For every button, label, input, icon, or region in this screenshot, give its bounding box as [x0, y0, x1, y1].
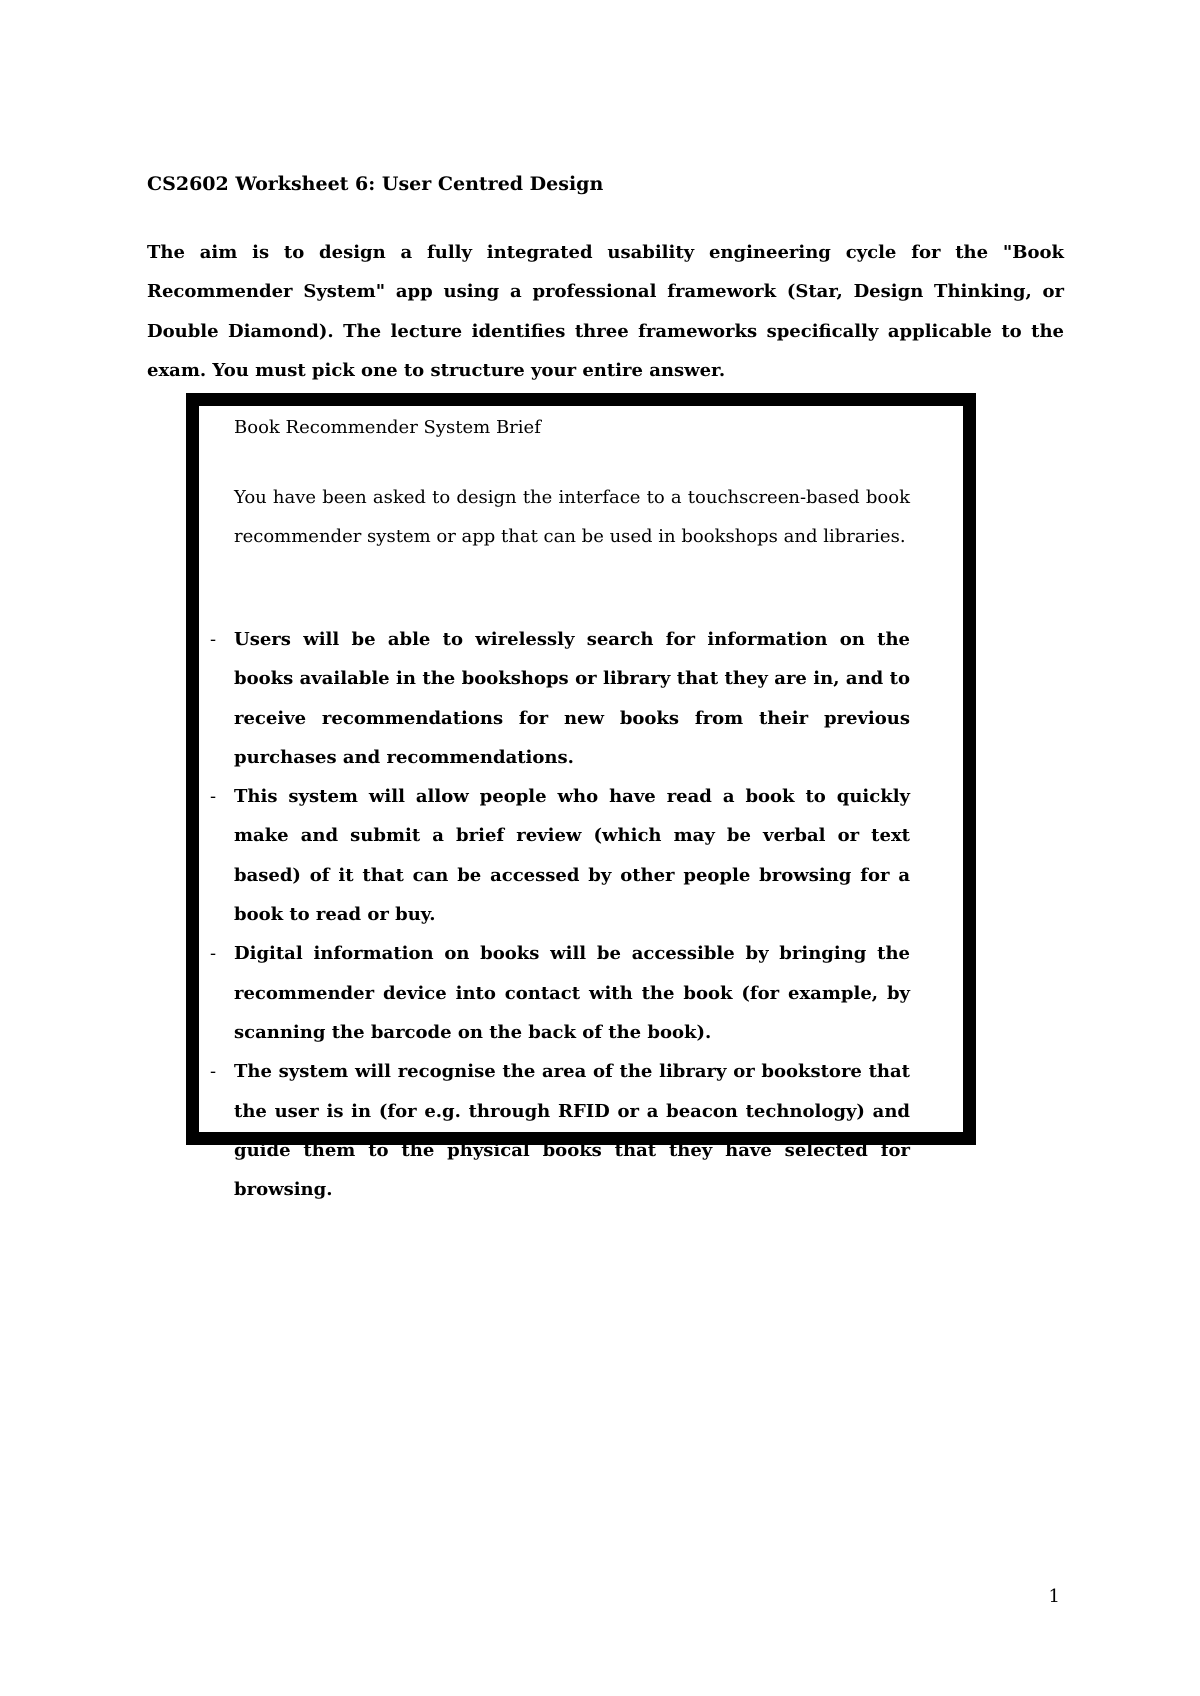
list-item	[0, 934, 1200, 1052]
worksheet-title: CS2602 Worksheet 6: User Centred Design	[147, 173, 604, 195]
list-dash-marker: -	[210, 1061, 217, 1083]
list-item-text: Users will be able to wirelessly search for information on the books available in the bookshops or library that they are in, and to receive recommendations for new books from their previous purchases and recommendations.	[234, 629, 910, 768]
list-dash-marker: -	[210, 943, 217, 965]
list-dash-marker: -	[210, 629, 217, 650]
list-dash-marker: -	[210, 786, 217, 808]
brief-intro-paragraph: You have been asked to design the interface to a touchscreen-based book recommender system or app that can be used in bookshops and libraries.	[234, 487, 910, 548]
list-item-text: The system will recognise the area of the library or bookstore that the user is in (for e.g. through RFID or a beacon technology) and guide them to the physical books that they have selected for browsing.	[234, 1061, 910, 1201]
list-item	[0, 1052, 1200, 1209]
list-item	[0, 777, 1200, 934]
intro-paragraph: The aim is to design a fully integrated usability engineering cycle for the "Book Recommender System" app using a professional framework (Star, Design Thinking, or Double Diamond). The lecture identifies three frameworks specifically applicable to the exam. You must pick one to structure your entire answer.	[147, 242, 1064, 381]
brief-requirements-list	[0, 620, 1200, 1209]
list-item-text: This system will allow people who have read a book to quickly make and submit a brief review (which may be verbal or text based) of it that can be accessed by other people browsing for a book to read or buy.	[234, 786, 910, 926]
brief-title: Book Recommender System Brief	[234, 417, 541, 438]
list-item-text: Digital information on books will be accessible by bringing the recommender device into contact with the book (for example, by scanning the barcode on the back of the book).	[234, 943, 910, 1043]
page-number: 1	[1048, 1586, 1060, 1607]
list-item	[0, 620, 1200, 777]
